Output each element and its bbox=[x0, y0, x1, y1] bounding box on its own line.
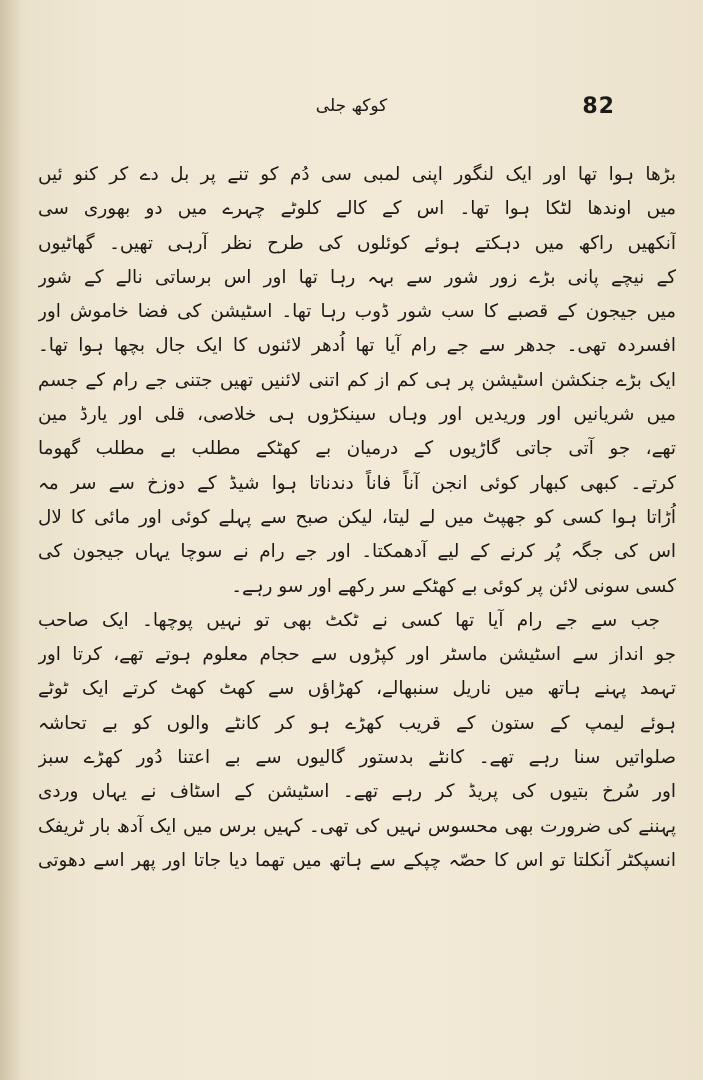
text-line: تہمد پہنے ہاتھ میں ناریل سنبھالے، کھڑاؤں سے کھٹ کھٹ کرتے ایک ٹوٹے bbox=[38, 678, 676, 700]
text-line: ہوئے لیمپ کے ستون کے قریب کھڑے ہو کر کانٹے والوں کو بے تحاشہ bbox=[38, 712, 676, 734]
text-line: میں اوندھا لٹکا ہوا تھا۔ اس کے کالے کلوٹے چہرے میں دو بھوری سی bbox=[38, 198, 676, 220]
text-line: کے نیچے پانی بڑے زور شور سے بہہ رہا تھا اور اس برساتی نالے کے شور bbox=[38, 266, 676, 288]
text-line: اس کی جگہ پُر کرنے کے لیے آدھمکتا۔ اور جے رام نے سوچا یہاں جیجون کی bbox=[38, 541, 676, 563]
text-line: کرتے۔ کبھی کبھار کوئی انجن آناً فاناً دندناتا ہوا شیڈ کے دوزخ سے سر مہ bbox=[38, 472, 676, 494]
text-line: انسپکٹر آنکلتا تو اس کا حصّہ چپکے سے ہاتھ میں تھما دیا جاتا اور پھر اسے دھوتی bbox=[38, 849, 676, 871]
text-line: میں جیجون کے قصبے کا سب شور ڈوب رہا تھا۔ اسٹیشن کی فضا خاموش اور bbox=[38, 301, 676, 323]
text-line: صلواتیں سنا رہے تھے۔ کانٹے بدستور گالیوں سے بے اعتنا دُور کھڑے سبز bbox=[38, 747, 676, 769]
text-line: بڑھا ہوا تھا اور ایک لنگور اپنی لمبی سی دُم کو تنے پر بل دے کر کنو ئیں bbox=[38, 164, 676, 185]
text-line: پہننے کی ضرورت بھی محسوس نہیں کی تھی۔ کہیں برس میں ایک آدھ بار ٹریفک bbox=[38, 815, 676, 837]
text-line: کسی سونی لائن پر کوئی بے کھٹکے سر رکھے اور سو رہے۔ bbox=[231, 575, 676, 597]
text-line: آنکھیں راکھ میں دہکتے ہوئے کوئلوں کی طرح نظر آرہی تھیں۔ گھاٹیوں bbox=[38, 232, 676, 254]
page-number: 82 bbox=[582, 94, 615, 119]
text-line: جب سے جے رام آیا تھا کسی نے ٹکٹ بھی تو نہیں پوچھا۔ ایک صاحب bbox=[38, 609, 660, 631]
text-line: اُڑاتا ہوا کسی کو جھپٹ میں لے لیتا، لیکن صبح سے پہلے کوئی اور مائی کا لال bbox=[38, 506, 676, 528]
text-line: تھے، جو آتی جاتی گاڑیوں کے درمیان بے کھٹکے مطلب بے مطلب گھوما bbox=[38, 438, 676, 460]
text-line: اور سُرخ بتیوں کی پریڈ کر رہے تھے۔ اسٹیشن کے اسٹاف نے یہاں وردی bbox=[38, 781, 676, 803]
text-line: جو انداز سے اسٹیشن ماسٹر اور کپڑوں سے حجام معلوم ہوتے تھے، کرتا اور bbox=[38, 644, 676, 666]
running-title: کوکھ جلی bbox=[315, 96, 388, 116]
text-line: ایک بڑے جنکشن اسٹیشن پر ہی کم از کم اتنی لائنیں تھیں جتنی جے رام کے جسم bbox=[38, 369, 676, 391]
text-line: افسردہ تھی۔ جدھر سے جے رام آیا تھا اُدھر لائنوں کا ایک جال بچھا ہوا تھا۔ bbox=[38, 335, 676, 357]
body-text bbox=[38, 158, 676, 878]
text-line: میں شریانیں اور وریدیں اور وہاں سینکڑوں ہی خلاصی، قلی اور یارڈ مین bbox=[38, 404, 676, 426]
